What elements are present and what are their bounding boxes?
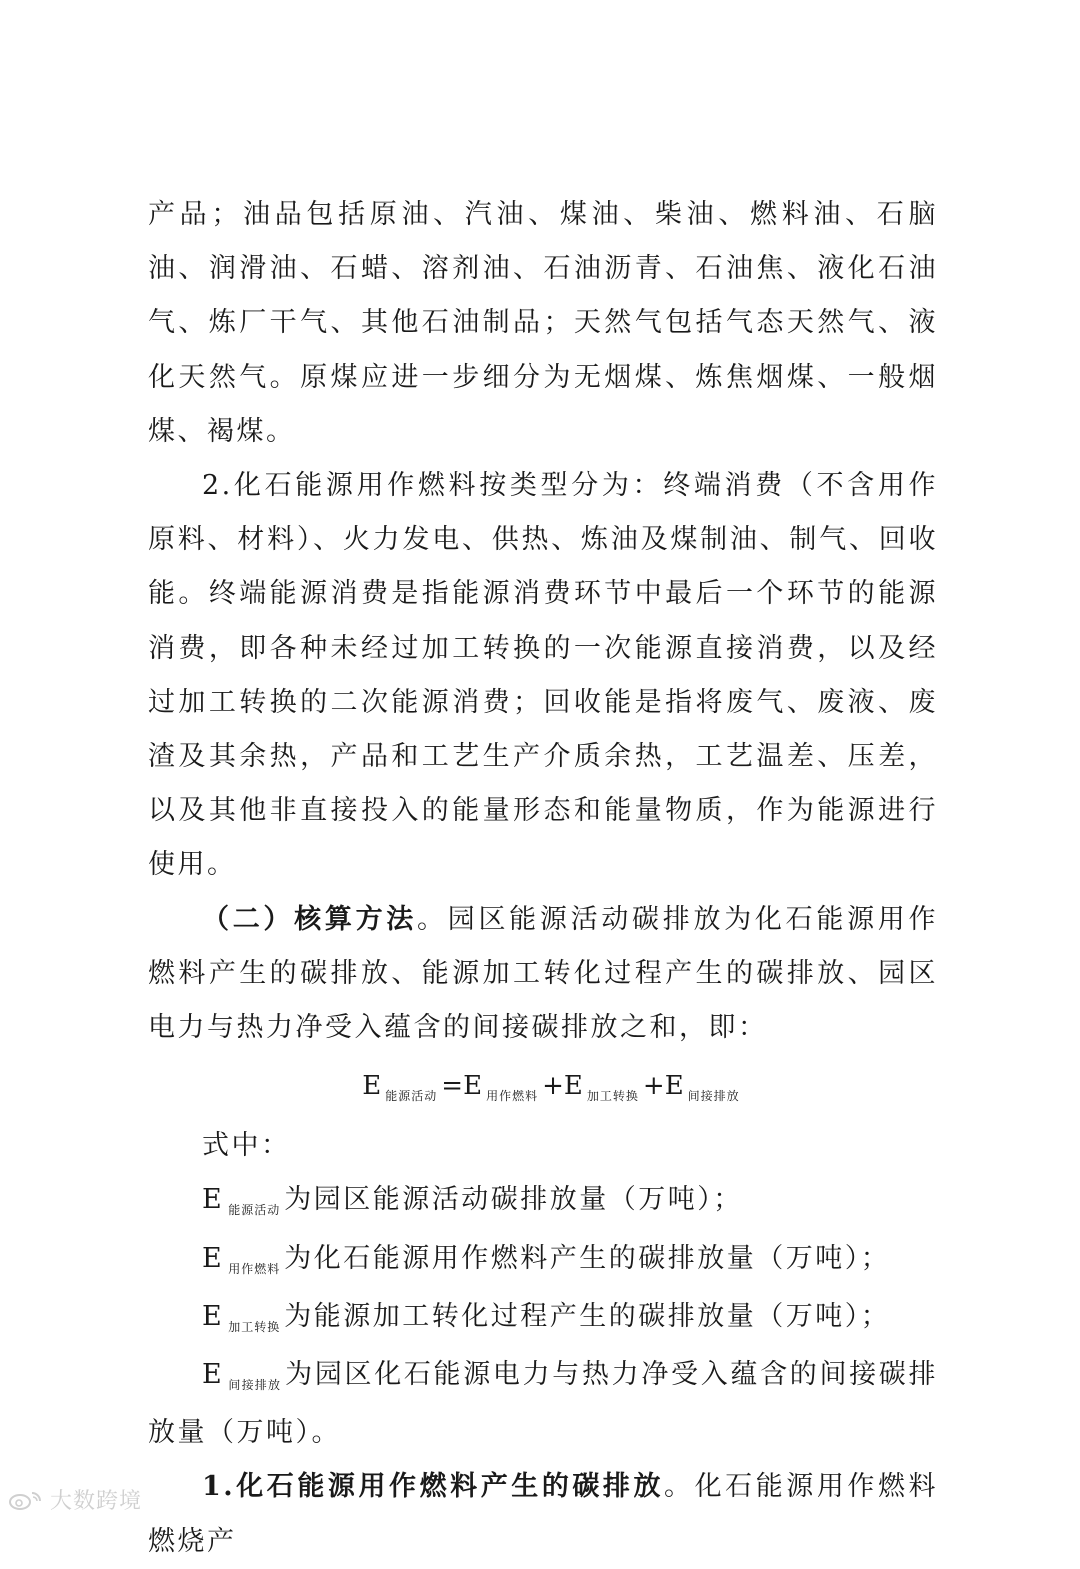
definition-item bbox=[148, 1348, 938, 1460]
fuel-emissions-text: 。化石能源用作燃料燃烧产 bbox=[148, 1471, 939, 1557]
watermark-text: 大数跨境 bbox=[50, 1489, 143, 1514]
formula-term3-symbol: E bbox=[664, 1071, 684, 1102]
formula-plus: + bbox=[542, 1071, 564, 1102]
definition-subscript: 加工转换 bbox=[228, 1319, 281, 1334]
definition-item bbox=[148, 1232, 938, 1290]
section-heading-accounting-method: （二）核算方法 bbox=[202, 903, 418, 935]
definition-subscript: 间接排放 bbox=[228, 1378, 282, 1393]
definition-text: 为化石能源用作燃料产生的碳排放量（万吨）； bbox=[284, 1242, 891, 1274]
paragraph-accounting-method bbox=[148, 893, 938, 1056]
definition-symbol: E bbox=[202, 1300, 225, 1332]
formula-lhs-subscript: 能源活动 bbox=[385, 1089, 438, 1104]
definition-subscript: 能源活动 bbox=[228, 1203, 281, 1218]
section-heading-fuel-emissions: 1.化石能源用作燃料产生的碳排放 bbox=[202, 1471, 665, 1503]
formula-term1-symbol: E bbox=[463, 1071, 483, 1102]
document-page bbox=[148, 188, 938, 1569]
definition-text: 为能源加工转化过程产生的碳排放量（万吨）； bbox=[284, 1300, 891, 1332]
definition-symbol: E bbox=[202, 1242, 225, 1274]
definition-subscript: 用作燃料 bbox=[228, 1261, 281, 1276]
definition-item bbox=[148, 1173, 938, 1231]
definition-symbol: E bbox=[202, 1359, 225, 1391]
watermark bbox=[8, 1484, 142, 1515]
formula-term1-subscript: 用作燃料 bbox=[486, 1089, 539, 1104]
weibo-logo-icon bbox=[8, 1489, 46, 1511]
formula-term2-symbol: E bbox=[563, 1071, 583, 1102]
formula-term3-subscript: 间接排放 bbox=[687, 1089, 740, 1104]
accounting-method-text: 。园区能源活动碳排放为化石能源用作燃料产生的碳排放、能源加工转化过程产生的碳排放、园区电力与热力净受入蕴含的间接碳排放之和，即： bbox=[148, 903, 939, 1044]
formula-lhs-symbol: E bbox=[362, 1071, 382, 1102]
definition-text: 为园区化石能源电力与热力净受入蕴含的间接碳排放量（万吨）。 bbox=[148, 1359, 938, 1449]
where-label: 式中： bbox=[202, 1130, 291, 1162]
definition-text: 为园区能源活动碳排放量（万吨）； bbox=[284, 1184, 743, 1216]
paragraph-fuel-emissions bbox=[148, 1460, 938, 1568]
definition-symbol: E bbox=[202, 1184, 225, 1216]
definitions-list bbox=[148, 1173, 938, 1460]
formula-equals: = bbox=[441, 1071, 464, 1102]
paragraph-fuel-types: 产品；油品包括原油、汽油、煤油、柴油、燃料油、石脑油、润滑油、石蜡、溶剂油、石油沥青、石油焦、液化石油气、炼厂干气、其他石油制品；天然气包括气态天然气、液化天然气。原煤应进一步细分为无烟煤、炼焦烟煤、一般烟煤、褐煤。 bbox=[148, 199, 938, 447]
definition-item bbox=[148, 1290, 938, 1348]
emission-formula bbox=[148, 1059, 938, 1117]
formula-plus: + bbox=[642, 1071, 665, 1102]
paragraph-fuel-usage: 2.化石能源用作燃料按类型分为：终端消费（不含用作原料、材料）、火力发电、供热、炼油及煤制油、制气、回收能。终端能源消费是指能源消费环节中最后一个环节的能源消费，即各种未经过加工转换的一次能源直接消费，以及经过加工转换的二次能源消费；回收能是指将废气、废液、废渣及其余热，产品和工艺生产介质余热，工艺温差、压差，以及其他非直接投入的能量形态和能量物质，作为能源进行使用。 bbox=[148, 470, 938, 881]
formula-term2-subscript: 加工转换 bbox=[586, 1089, 639, 1104]
